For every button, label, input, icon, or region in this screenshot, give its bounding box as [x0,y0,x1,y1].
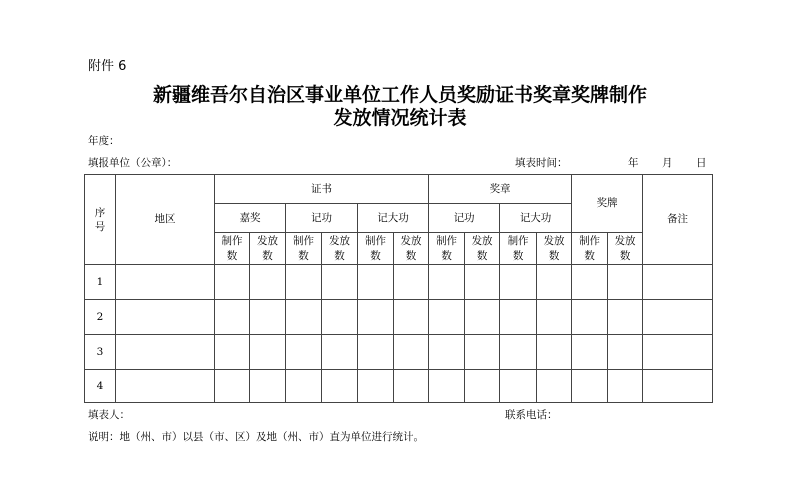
table-cell[interactable] [608,335,643,370]
table-cell[interactable] [429,300,465,335]
date-month-label: 月 [662,157,673,169]
table-cell[interactable] [215,265,250,300]
table-cell[interactable] [500,300,537,335]
year-label: 年度： [88,135,120,147]
table-cell[interactable] [322,300,358,335]
table-cell[interactable] [322,265,358,300]
header-remarks: 备注 [643,175,713,265]
header-certificate: 证书 [215,175,429,204]
reporting-unit-label: 填报单位（公章）： [88,157,178,169]
header-cert-merit: 记功 [286,204,358,233]
table-cell[interactable] [500,335,537,370]
table-row [85,370,713,403]
table-cell[interactable] [500,370,537,403]
table-cell[interactable] [116,300,215,335]
header-cert-big-merit: 记大功 [358,204,429,233]
header-issue-count: 发放数 [322,233,358,265]
table-cell[interactable] [215,370,250,403]
table-cell[interactable] [358,370,394,403]
table-cell[interactable] [537,300,572,335]
table-cell[interactable] [250,300,286,335]
table-cell[interactable] [537,370,572,403]
header-make-count: 制作数 [500,233,537,265]
table-cell[interactable] [429,335,465,370]
header-issue-count: 发放数 [537,233,572,265]
table-cell[interactable] [465,370,500,403]
statistics-table [84,174,713,403]
table-cell[interactable] [286,370,322,403]
header-region: 地区 [116,175,215,265]
row-number: 1 [85,265,116,300]
header-medal-merit: 记功 [429,204,500,233]
row-number: 3 [85,335,116,370]
table-row [85,300,713,335]
table-cell[interactable] [250,335,286,370]
table-cell[interactable] [465,300,500,335]
title-line-2: 发放情况统计表 [333,107,467,129]
table-cell[interactable] [215,335,250,370]
header-make-count: 制作数 [286,233,322,265]
table-cell[interactable] [572,300,608,335]
table-cell[interactable] [394,335,429,370]
table-cell[interactable] [429,265,465,300]
table-row [85,265,713,300]
attachment-label: 附件 6 [88,59,127,74]
table-cell[interactable] [572,370,608,403]
table-cell[interactable] [394,370,429,403]
table-cell[interactable] [394,300,429,335]
table-cell[interactable] [572,335,608,370]
table-cell[interactable] [537,335,572,370]
filler-label: 填表人： [88,409,130,421]
table-cell[interactable] [500,265,537,300]
header-issue-count: 发放数 [608,233,643,265]
header-medal-big-merit: 记大功 [500,204,572,233]
table-cell[interactable] [286,265,322,300]
date-day-label: 日 [696,157,707,169]
header-cert-commend: 嘉奖 [215,204,286,233]
fill-time-label: 填表时间： [515,157,568,169]
header-seq: 序号 [85,175,116,265]
header-issue-count: 发放数 [465,233,500,265]
table-cell[interactable] [394,265,429,300]
table-cell[interactable] [358,335,394,370]
table-cell[interactable] [116,335,215,370]
header-plaque: 奖牌 [572,175,643,233]
note-text: 说明：地（州、市）以县（市、区）及地（州、市）直为单位进行统计。 [88,431,424,443]
table-cell[interactable] [643,265,713,300]
table-cell[interactable] [250,370,286,403]
table-cell[interactable] [429,370,465,403]
table-cell[interactable] [465,335,500,370]
table-cell[interactable] [322,335,358,370]
table-cell[interactable] [358,300,394,335]
table-cell[interactable] [643,300,713,335]
header-make-count: 制作数 [215,233,250,265]
table-cell[interactable] [286,300,322,335]
table-cell[interactable] [286,335,322,370]
table-cell[interactable] [643,335,713,370]
table-row [85,335,713,370]
title-line-1: 新疆维吾尔自治区事业单位工作人员奖励证书奖章奖牌制作 [152,84,647,106]
table-cell[interactable] [608,265,643,300]
row-number: 4 [85,370,116,403]
phone-label: 联系电话： [505,409,558,421]
row-number: 2 [85,300,116,335]
table-cell[interactable] [116,370,215,403]
table-cell[interactable] [116,265,215,300]
table-cell[interactable] [608,370,643,403]
table-cell[interactable] [572,265,608,300]
table-cell[interactable] [537,265,572,300]
header-medal: 奖章 [429,175,572,204]
header-issue-count: 发放数 [394,233,429,265]
table-cell[interactable] [250,265,286,300]
header-make-count: 制作数 [572,233,608,265]
table-cell[interactable] [358,265,394,300]
table-cell[interactable] [465,265,500,300]
table-cell[interactable] [215,300,250,335]
header-make-count: 制作数 [429,233,465,265]
header-make-count: 制作数 [358,233,394,265]
table-cell[interactable] [608,300,643,335]
table-cell[interactable] [322,370,358,403]
table-cell[interactable] [643,370,713,403]
header-issue-count: 发放数 [250,233,286,265]
date-year-label: 年 [628,157,639,169]
